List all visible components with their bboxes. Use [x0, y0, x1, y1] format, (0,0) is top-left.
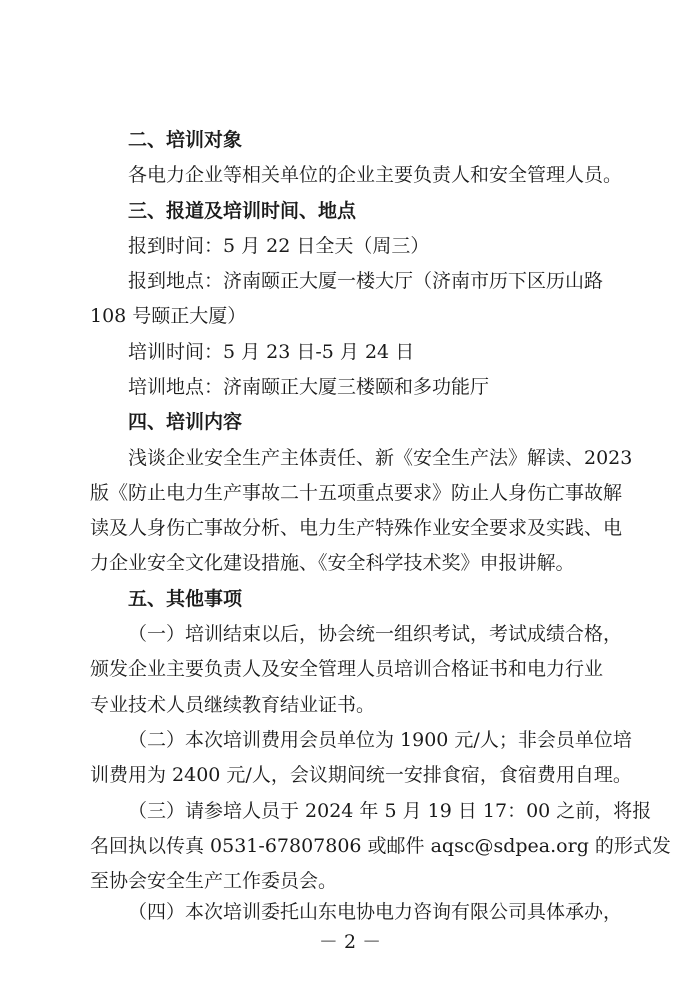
section-heading-other-matters: 五、其他事项	[128, 588, 243, 610]
paragraph-line: 各电力企业等相关单位的企业主要负责人和安全管理人员。	[128, 164, 623, 186]
paragraph-line: 颁发企业主要负责人及安全管理人员培训合格证书和电力行业	[90, 658, 604, 680]
paragraph-line: 报到时间：5 月 22 日全天（周三）	[128, 235, 430, 257]
section-heading-training-target: 二、培训对象	[128, 129, 243, 151]
section-heading-time-location: 三、报道及培训时间、地点	[128, 200, 357, 222]
paragraph-line: 108 号颐正大厦）	[90, 305, 247, 327]
paragraph-line: 培训地点：济南颐正大厦三楼颐和多功能厅	[128, 376, 490, 398]
paragraph-line: 名回执以传真 0531-67807806 或邮件 aqsc@sdpea.org 的形式发	[90, 835, 671, 857]
paragraph-line: 训费用为 2400 元/人，会议期间统一安排食宿，食宿费用自理。	[90, 764, 632, 786]
paragraph-line: 报到地点：济南颐正大厦一楼大厅（济南市历下区历山路	[128, 270, 604, 292]
paragraph-line: 至协会安全生产工作委员会。	[90, 870, 338, 892]
section-heading-training-content: 四、培训内容	[128, 411, 243, 433]
paragraph-line: 专业技术人员继续教育结业证书。	[90, 694, 376, 716]
paragraph-line: 版《防止电力生产事故二十五项重点要求》防止人身伤亡事故解	[90, 482, 623, 504]
paragraph-line: 浅谈企业安全生产主体责任、新《安全生产法》解读、2023	[128, 447, 633, 469]
page-number: － 2 －	[318, 931, 382, 953]
paragraph-line: （四）本次培训委托山东电协电力咨询有限公司具体承办，	[128, 901, 623, 923]
paragraph-line: （二）本次培训费用会员单位为 1900 元/人；非会员单位培	[128, 729, 632, 751]
paragraph-line: （三）请参培人员于 2024 年 5 月 19 日 17：00 之前，将报	[128, 800, 652, 822]
paragraph-line: 读及人身伤亡事故分析、电力生产特殊作业安全要求及实践、电	[90, 517, 623, 539]
paragraph-line: （一）培训结束以后，协会统一组织考试，考试成绩合格，	[128, 623, 623, 645]
paragraph-line: 力企业安全文化建设措施、《安全科学技术奖》申报讲解。	[90, 552, 575, 574]
paragraph-line: 培训时间：5 月 23 日-5 月 24 日	[128, 341, 415, 363]
